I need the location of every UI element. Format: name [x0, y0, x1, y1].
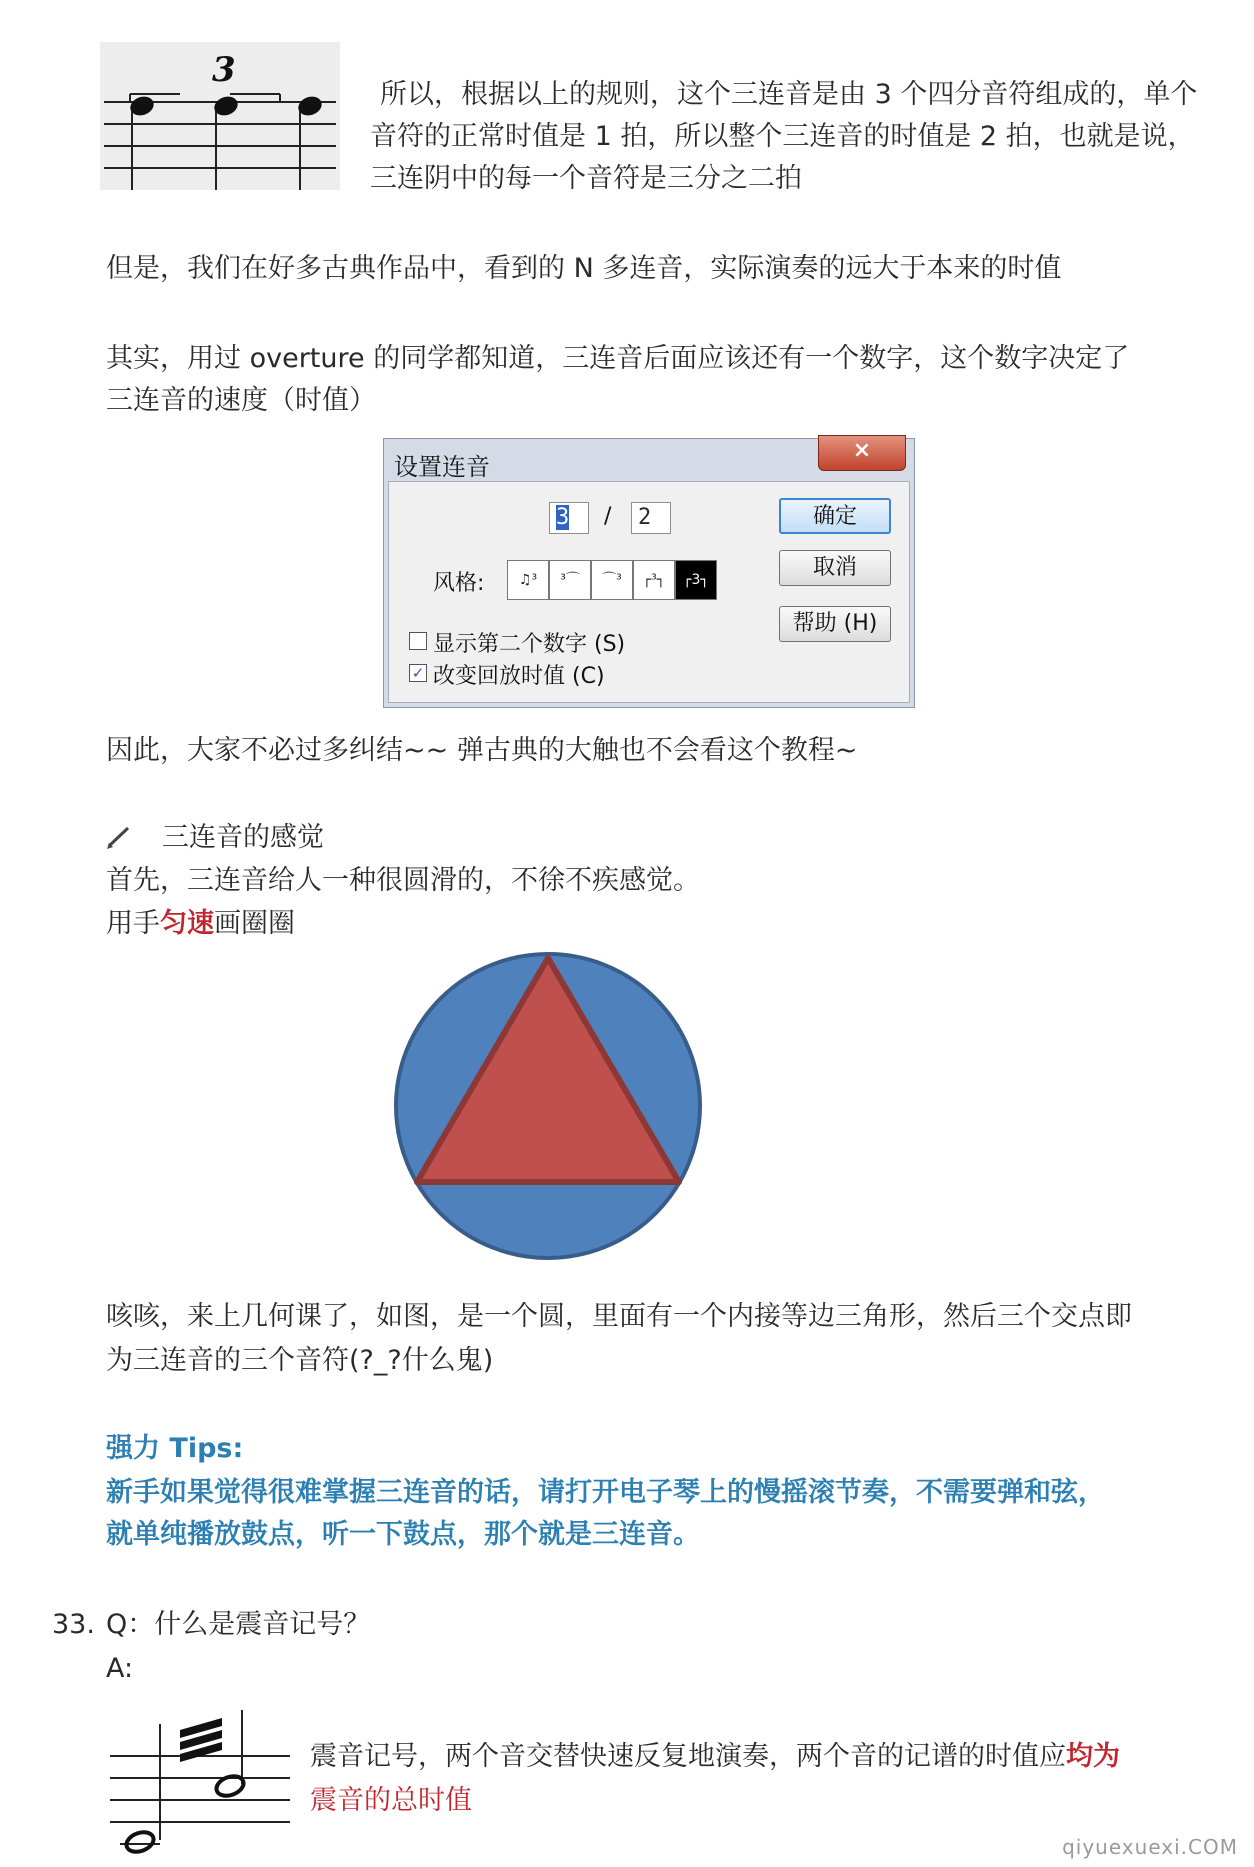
tremolo-highlight-2: 震音的总时值 [310, 1785, 472, 1816]
dialog-body [388, 481, 910, 703]
circle-triangle-diagram [392, 950, 704, 1262]
answer-label: A: [106, 1653, 134, 1684]
feeling-line2-prefix: 用手 [106, 908, 160, 939]
tuplet-separator: / [604, 504, 612, 529]
tuplet-dialog [383, 438, 915, 708]
watermark-text: qiyuexuexi.COM [1062, 1835, 1238, 1859]
cancel-button[interactable]: 取消 [779, 550, 891, 586]
tips-line1: 新手如果觉得很难掌握三连音的话，请打开电子琴上的慢摇滚节奏，不需要弹和弦， [106, 1477, 1105, 1508]
tremolo-highlight-1: 均为 [1066, 1741, 1120, 1772]
tuplet-numerator-value: 3 [556, 505, 570, 530]
question-number: 33. [52, 1609, 95, 1640]
triplet-notation-image [100, 42, 340, 190]
paragraph-overture-line2: 三连音的速度（时值） [106, 385, 376, 416]
tremolo-line2 [310, 1780, 472, 1822]
question-text: Q：什么是震音记号？ [106, 1609, 371, 1640]
paragraph-no-worry: 因此，大家不必过多纠结~~ 弹古典的大触也不会看这个教程~ [106, 735, 858, 766]
ok-button[interactable]: 确定 [779, 498, 891, 534]
style-option-5[interactable]: ┌3┐ [675, 560, 717, 600]
paragraph-note-durations: 但是，我们在好多古典作品中，看到的 N 多连音，实际演奏的远大于本来的时值 [106, 253, 1062, 284]
paragraph-overture-line1: 其实，用过 overture 的同学都知道，三连音后面应该还有一个数字，这个数字决定了 [106, 343, 1130, 374]
dialog-close-button[interactable]: × [818, 435, 906, 471]
change-playback-label: 改变回放时值 (C) [433, 664, 605, 689]
tremolo-line1-text: 震音记号，两个音交替快速反复地演奏，两个音的记谱的时值应 [310, 1741, 1066, 1772]
tremolo-line1 [310, 1736, 1120, 1778]
tips-line2: 就单纯播放鼓点，听一下鼓点，那个就是三连音。 [106, 1519, 700, 1550]
triplet-number: 3 [212, 50, 236, 90]
pencil-icon [104, 822, 134, 852]
intro-paragraph: 所以，根据以上的规则，这个三连音是由 3 个四分音符组成的，单个音符的正常时值是 1 拍，所以整个三连音的时值是 2 拍，也就是说，三连阴中的每一个音符是三分之二拍 [370, 79, 1198, 194]
tuplet-denominator-input[interactable]: 2 [631, 502, 671, 534]
feeling-line1: 首先，三连音给人一种很圆滑的，不徐不疾感觉。 [106, 865, 700, 896]
feeling-highlight: 匀速 [160, 908, 214, 939]
tuplet-numerator-input[interactable] [549, 502, 589, 534]
feeling-line2-suffix: 画圈圈 [214, 908, 295, 939]
show-second-number-checkbox[interactable] [409, 632, 427, 650]
feeling-line2 [106, 903, 295, 945]
style-option-4[interactable]: ┌³┐ [633, 560, 675, 600]
geometry-line1: 咳咳，来上几何课了，如图，是一个圆，里面有一个内接等边三角形，然后三个交点即 [106, 1301, 1132, 1332]
show-second-number-label: 显示第二个数字 (S) [433, 632, 626, 657]
geometry-line2: 为三连音的三个音符(?_?什么鬼) [106, 1345, 494, 1376]
style-option-3[interactable]: ⌒³ [591, 560, 633, 600]
tremolo-notation [110, 1700, 290, 1860]
help-button[interactable]: 帮助 (H) [779, 606, 891, 642]
style-option-1[interactable]: ♫³ [507, 560, 549, 600]
tips-title: 强力 Tips: [106, 1433, 244, 1464]
style-option-2[interactable]: ³⌒ [549, 560, 591, 600]
style-label: 风格: [433, 571, 485, 596]
feeling-heading: 三连音的感觉 [162, 822, 324, 853]
dialog-title: 设置连音 [394, 453, 490, 481]
change-playback-checkbox[interactable]: ✓ [409, 664, 427, 682]
